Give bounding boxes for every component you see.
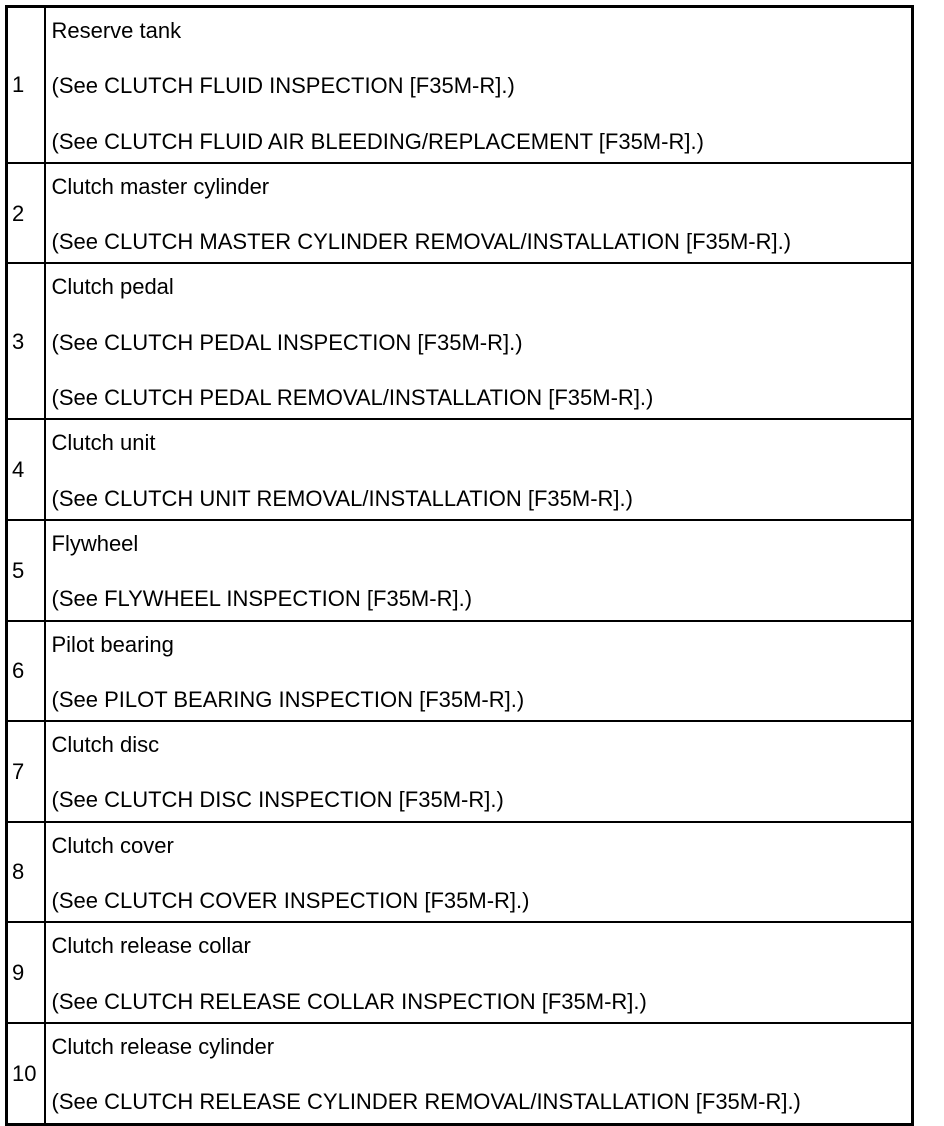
table-row bbox=[7, 7, 913, 163]
part-number: 7 bbox=[7, 721, 45, 822]
reference-link[interactable]: (See CLUTCH RELEASE CYLINDER REMOVAL/INSTALLATION [F35M-R].) bbox=[51, 1089, 801, 1115]
part-name: Clutch disc bbox=[51, 732, 160, 758]
reference-link[interactable]: (See CLUTCH DISC INSPECTION [F35M-R].) bbox=[51, 787, 504, 813]
reference-link[interactable]: (See CLUTCH FLUID INSPECTION [F35M-R].) bbox=[51, 73, 515, 99]
part-number: 5 bbox=[7, 520, 45, 621]
part-name: Clutch unit bbox=[51, 430, 156, 456]
part-number: 8 bbox=[7, 822, 45, 923]
part-number: 1 bbox=[7, 7, 45, 163]
reference-link[interactable]: (See CLUTCH COVER INSPECTION [F35M-R].) bbox=[51, 888, 530, 914]
part-description bbox=[45, 621, 913, 722]
table-row bbox=[7, 163, 913, 264]
part-description bbox=[45, 263, 913, 419]
part-name: Pilot bearing bbox=[51, 631, 174, 657]
reference-link[interactable]: (See CLUTCH RELEASE COLLAR INSPECTION [F35M-R].) bbox=[51, 988, 647, 1014]
part-name: Clutch cover bbox=[51, 832, 174, 858]
part-description bbox=[45, 520, 913, 621]
part-description bbox=[45, 419, 913, 520]
table-row bbox=[7, 721, 913, 822]
table-row bbox=[7, 419, 913, 520]
reference-link[interactable]: (See CLUTCH MASTER CYLINDER REMOVAL/INSTALLATION [F35M-R].) bbox=[51, 229, 792, 255]
table-row bbox=[7, 263, 913, 419]
part-description bbox=[45, 721, 913, 822]
part-description bbox=[45, 822, 913, 923]
reference-link[interactable]: (See CLUTCH FLUID AIR BLEEDING/REPLACEMENT [F35M-R].) bbox=[51, 128, 704, 154]
reference-link[interactable]: (See CLUTCH PEDAL INSPECTION [F35M-R].) bbox=[51, 329, 523, 355]
part-number: 6 bbox=[7, 621, 45, 722]
part-name: Reserve tank bbox=[51, 18, 182, 43]
table-row bbox=[7, 520, 913, 621]
part-description bbox=[45, 922, 913, 1023]
reference-link[interactable]: (See CLUTCH UNIT REMOVAL/INSTALLATION [F35M-R].) bbox=[51, 485, 633, 511]
table-row bbox=[7, 621, 913, 722]
reference-link[interactable]: (See CLUTCH PEDAL REMOVAL/INSTALLATION [F35M-R].) bbox=[51, 385, 654, 411]
part-name: Clutch release collar bbox=[51, 933, 251, 959]
part-number: 4 bbox=[7, 419, 45, 520]
part-description bbox=[45, 163, 913, 264]
part-number: 10 bbox=[7, 1023, 45, 1124]
part-name: Flywheel bbox=[51, 530, 139, 556]
table-row bbox=[7, 822, 913, 923]
part-name: Clutch release cylinder bbox=[51, 1033, 275, 1059]
part-name: Clutch pedal bbox=[51, 274, 174, 300]
part-number: 3 bbox=[7, 263, 45, 419]
parts-reference-table bbox=[5, 5, 914, 1126]
reference-link[interactable]: (See FLYWHEEL INSPECTION [F35M-R].) bbox=[51, 586, 473, 612]
part-description bbox=[45, 7, 913, 163]
part-name: Clutch master cylinder bbox=[51, 173, 270, 199]
table-row bbox=[7, 922, 913, 1023]
part-number: 9 bbox=[7, 922, 45, 1023]
part-description bbox=[45, 1023, 913, 1124]
part-number: 2 bbox=[7, 163, 45, 264]
table-body bbox=[7, 7, 913, 1125]
reference-link[interactable]: (See PILOT BEARING INSPECTION [F35M-R].) bbox=[51, 686, 525, 712]
table-row bbox=[7, 1023, 913, 1124]
